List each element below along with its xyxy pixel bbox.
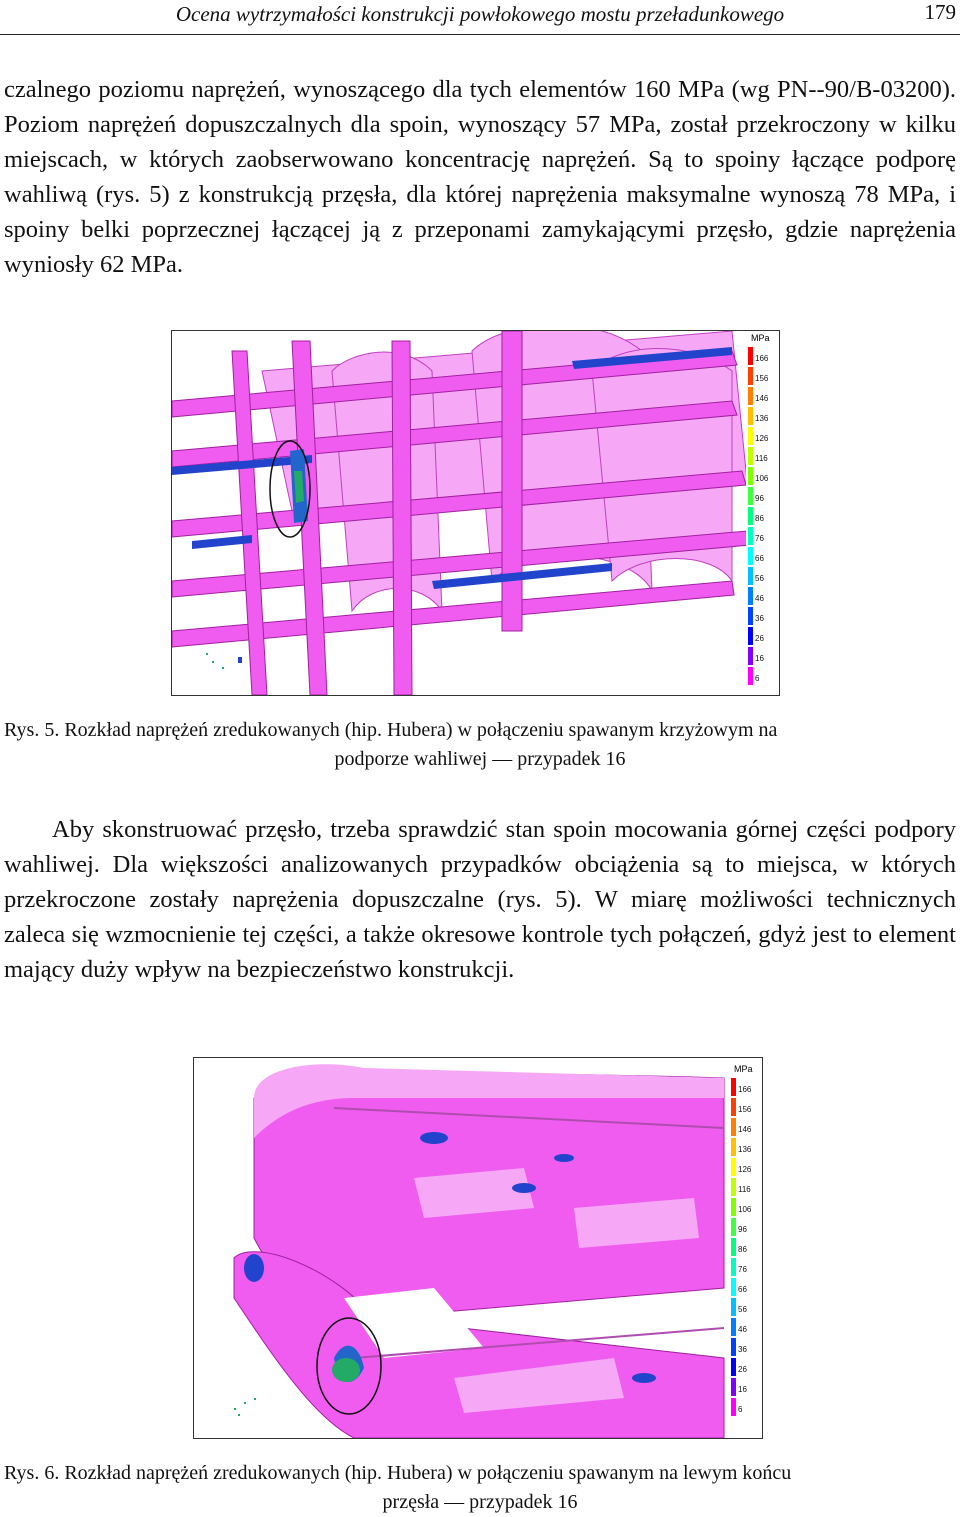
legend-value: 146: [755, 394, 769, 403]
legend-value: 126: [755, 434, 769, 443]
figure-6-legend: [728, 1064, 753, 1417]
legend-value: 156: [755, 374, 769, 383]
legend-swatch: [748, 467, 753, 485]
legend-value: 156: [738, 1105, 752, 1114]
legend-value: 56: [755, 574, 764, 583]
legend-value: 96: [755, 494, 764, 503]
legend-swatch: [731, 1358, 736, 1376]
legend-swatch: [748, 447, 753, 465]
legend-value: 136: [755, 414, 769, 423]
legend-value: 26: [738, 1365, 747, 1374]
page-number: 179: [924, 0, 956, 24]
legend-swatch: [748, 527, 753, 545]
legend-swatch: [731, 1098, 736, 1116]
figure-5-stress-map: [171, 330, 780, 696]
figure-6-caption-line-1: Rys. 6. Rozkład naprężeń zredukowanych (hip. Hubera) w połączeniu spawanym na lewym końcu: [4, 1462, 792, 1484]
legend-value: 166: [738, 1085, 752, 1094]
legend-value: 6: [738, 1405, 743, 1414]
legend-swatch: [731, 1198, 736, 1216]
legend-value: 106: [755, 474, 769, 483]
figure-6-caption-line-2: przęsła — przypadek 16: [382, 1491, 578, 1513]
legend-value: 166: [755, 354, 769, 363]
legend-swatch: [748, 567, 753, 585]
legend-swatch: [731, 1158, 736, 1176]
legend-value: 6: [755, 674, 760, 683]
legend-swatch: [748, 367, 753, 385]
figure-5-caption-line-1: Rys. 5. Rozkład naprężeń zredukowanych (hip. Hubera) w połączeniu spawanym krzyżowym na: [4, 719, 778, 741]
legend-value: 76: [738, 1265, 747, 1274]
legend-swatch: [731, 1378, 736, 1396]
legend-swatch: [731, 1078, 736, 1096]
legend-swatch: [748, 667, 753, 685]
legend-swatch: [748, 607, 753, 625]
legend-value: 86: [738, 1245, 747, 1254]
legend-value: 116: [738, 1185, 751, 1194]
legend-value: 56: [738, 1305, 747, 1314]
legend-swatch: [731, 1178, 736, 1196]
figure-5-caption-line-2: podporze wahliwej — przypadek 16: [334, 748, 626, 770]
legend-value: 26: [755, 634, 764, 643]
figure-6-render: [194, 1058, 762, 1438]
legend-value: 16: [738, 1385, 747, 1394]
legend-value: 46: [738, 1325, 747, 1334]
legend-swatch: [748, 347, 753, 365]
legend-value: 96: [738, 1225, 747, 1234]
figure-5-render: [172, 331, 779, 695]
figure-5-legend: [746, 333, 770, 686]
legend-swatch: [731, 1218, 736, 1236]
legend-value: 126: [738, 1165, 752, 1174]
legend-swatch: [731, 1118, 736, 1136]
legend-value: 146: [738, 1125, 752, 1134]
legend-swatch: [748, 487, 753, 505]
paragraph-2: [4, 812, 956, 987]
paragraph-1: czalnego poziomu naprężeń, wynoszącego dla tych elementów 160 MPa (wg PN--90/B-03200). Poziom naprężeń dopuszczalnych dla spoin, wynoszący 57 MPa, został przekroczony w kilku miejscach, w których zaobserwowano koncentrację naprężeń. Są to spoiny łączące podporę wahliwą (rys. 5) z konstrukcją przęsła, dla której naprężenia maksymalne wynoszą 78 MPa, i spoiny belki poprzecznej łączącej ją z przeponami zamykającymi przęsło, gdzie naprężenia wyniosły 62 MPa.: [4, 76, 956, 278]
legend-value: 106: [738, 1205, 752, 1214]
legend-swatch: [748, 587, 753, 605]
running-title: Ocena wytrzymałości konstrukcji powłokowego mostu przeładunkowego: [175, 2, 785, 26]
figure-6-caption: [4, 1459, 956, 1517]
legend-value: 66: [755, 554, 764, 563]
legend-value: 36: [738, 1345, 747, 1354]
legend-unit: MPa: [734, 1064, 753, 1074]
legend-swatch: [748, 647, 753, 665]
legend-value: 116: [755, 454, 768, 463]
legend-swatch: [748, 627, 753, 645]
legend-swatch: [731, 1338, 736, 1356]
legend-swatch: [731, 1318, 736, 1336]
legend-swatch: [731, 1398, 736, 1416]
figure-5-caption: [4, 716, 956, 774]
legend-unit: MPa: [751, 333, 770, 343]
legend-value: 136: [738, 1145, 752, 1154]
legend-swatch: [731, 1278, 736, 1296]
paragraph-2-text: Aby skonstruować przęsło, trzeba sprawdzić stan spoin mocowania górnej części podpory wahliwej. Dla większości analizowanych przypadków obciążenia są to miejsca, w których przekroczone zostały naprężenia dopuszczalne (rys. 5). W miarę możliwości technicznych zaleca się wzmocnienie tej części, a także okresowe kontrole tych połączeń, gdyż jest to element mający duży wpływ na bezpieczeństwo konstrukcji.: [4, 816, 956, 983]
legend-value: 66: [738, 1285, 747, 1294]
running-header: [0, 0, 960, 35]
figure-6-stress-map: [193, 1057, 763, 1439]
legend-swatch: [748, 547, 753, 565]
legend-swatch: [748, 507, 753, 525]
legend-swatch: [748, 387, 753, 405]
legend-value: 36: [755, 614, 764, 623]
legend-swatch: [748, 407, 753, 425]
legend-value: 76: [755, 534, 764, 543]
legend-value: 46: [755, 594, 764, 603]
legend-value: 16: [755, 654, 764, 663]
legend-swatch: [748, 427, 753, 445]
legend-swatch: [731, 1138, 736, 1156]
legend-swatch: [731, 1298, 736, 1316]
legend-value: 86: [755, 514, 764, 523]
legend-swatch: [731, 1258, 736, 1276]
legend-swatch: [731, 1238, 736, 1256]
